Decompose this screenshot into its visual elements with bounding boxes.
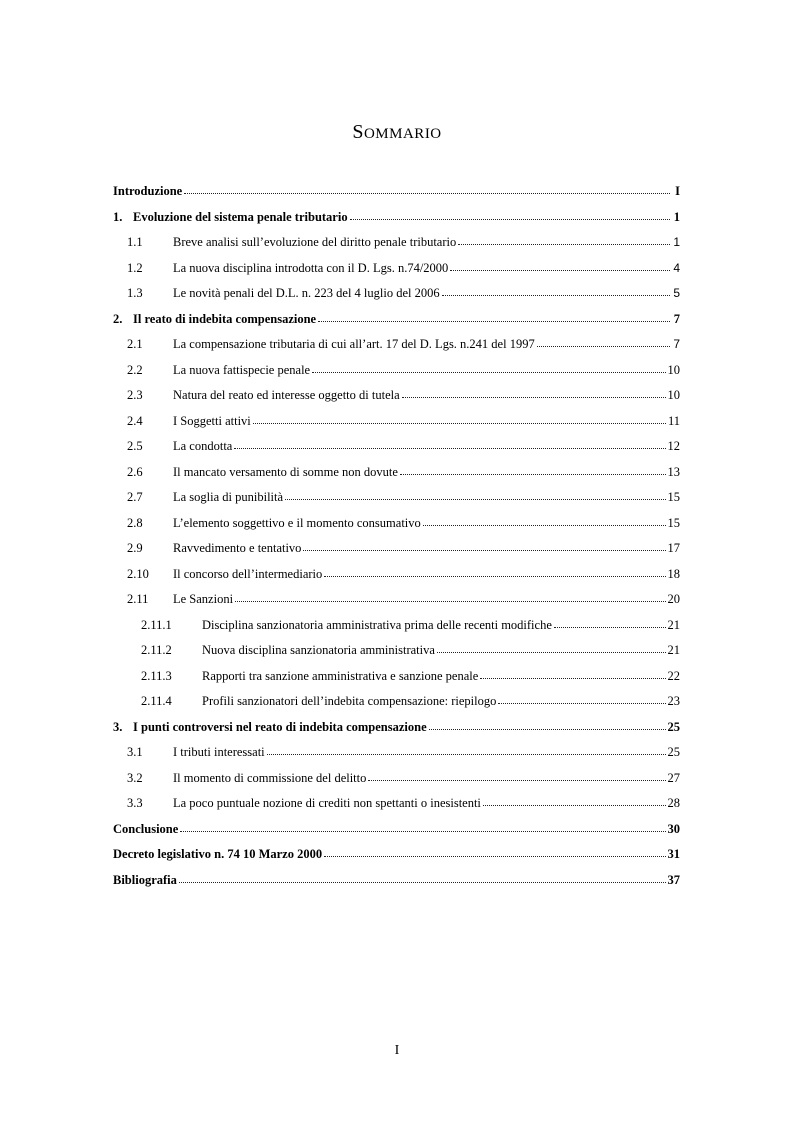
toc-entry-page: 11 — [667, 413, 680, 428]
dot-leader — [184, 181, 670, 194]
toc-entry-title: Ravvedimento e tentativo — [173, 541, 302, 555]
toc-entry-title: La poco puntuale nozione di crediti non spettanti o inesistenti — [173, 796, 481, 810]
toc-entry-page: 5 — [673, 286, 680, 300]
toc-entry-title: Breve analisi sull’evoluzione del diritto penale tributario — [173, 235, 457, 249]
toc-entry-title: I punti controversi nel reato di indebita compensazione — [133, 719, 427, 734]
toc-entry[interactable] — [113, 564, 680, 590]
toc-entry[interactable] — [113, 487, 680, 513]
toc-entry[interactable] — [113, 258, 680, 284]
dot-leader — [303, 538, 665, 551]
toc-entry-page: 12 — [667, 439, 680, 453]
dot-leader — [234, 436, 665, 449]
toc-entry[interactable] — [113, 844, 680, 870]
toc-entry-title: La compensazione tributaria di cui all’art. 17 del D. Lgs. n.241 del 1997 — [173, 337, 535, 351]
dot-leader — [267, 742, 666, 755]
toc-entry-title: La soglia di punibilità — [173, 490, 284, 504]
toc-entry-number: 2.6 — [127, 464, 143, 479]
dot-leader — [235, 589, 665, 602]
toc-entry-number: 1. — [113, 209, 123, 224]
toc-entry-page: 20 — [667, 592, 680, 606]
toc-entry-number: 2.3 — [127, 388, 143, 402]
toc-entry-number: 2.1 — [127, 337, 143, 351]
dot-leader — [450, 258, 670, 271]
toc-entry-number: 2. — [113, 311, 123, 326]
toc-entry-page: 13 — [667, 464, 680, 479]
toc-entry-title: La nuova disciplina introdotta con il D. Lgs. n.74/2000 — [173, 260, 449, 275]
dot-leader — [554, 615, 666, 628]
page-number: I — [394, 1043, 400, 1058]
toc-entry[interactable] — [113, 334, 680, 360]
dot-leader — [498, 691, 665, 704]
toc-entry-page: 7 — [673, 337, 680, 351]
dot-leader — [324, 844, 665, 857]
title-initial: S — [352, 121, 364, 143]
toc-entry[interactable] — [113, 232, 680, 258]
toc-entry-title: Bibliografia — [113, 872, 177, 887]
dot-leader — [318, 309, 670, 322]
toc-entry-title: Nuova disciplina sanzionatoria amministrativa — [202, 643, 435, 657]
toc-entry-page: 1 — [673, 209, 680, 224]
toc-entry-page: 10 — [667, 362, 680, 377]
toc-entry-number: 2.10 — [127, 566, 149, 581]
toc-entry-number: 1.1 — [127, 235, 143, 249]
toc-entry-number: 2.7 — [127, 490, 143, 504]
page-title — [0, 121, 794, 144]
toc-entry[interactable] — [113, 666, 680, 692]
toc-entry[interactable] — [113, 283, 680, 309]
toc-entry[interactable] — [113, 819, 680, 845]
toc-entry[interactable] — [113, 309, 680, 335]
toc-entry-title: La condotta — [173, 439, 233, 453]
toc-entry-number: 2.4 — [127, 413, 143, 428]
toc-entry-number: 1.2 — [127, 260, 143, 275]
toc-entry[interactable] — [113, 181, 680, 207]
dot-leader — [285, 487, 665, 500]
dot-leader — [179, 870, 666, 883]
toc-entry-page: 1 — [673, 235, 680, 249]
dot-leader — [253, 411, 666, 424]
toc-entry-number: 3.2 — [127, 770, 143, 785]
dot-leader — [537, 334, 670, 347]
toc-entry[interactable] — [113, 640, 680, 666]
toc-entry-title: Introduzione — [113, 184, 183, 198]
toc-entry[interactable] — [113, 513, 680, 539]
toc-entry-title: Natura del reato ed interesse oggetto di tutela — [173, 388, 400, 402]
toc-entry-page: 18 — [667, 566, 680, 581]
toc-entry-title: Decreto legislativo n. 74 10 Marzo 2000 — [113, 847, 323, 861]
toc-entry[interactable] — [113, 411, 680, 437]
toc-entry-page: 10 — [667, 388, 680, 402]
toc-entry-page: 25 — [667, 745, 680, 759]
toc-entry-page: 31 — [667, 847, 680, 861]
dot-leader — [368, 768, 665, 781]
toc-entry-page: 22 — [667, 668, 680, 683]
dot-leader — [458, 232, 670, 245]
toc-entry-title: Rapporti tra sanzione amministrativa e sanzione penale — [202, 668, 479, 683]
table-of-contents — [113, 181, 680, 895]
dot-leader — [180, 819, 665, 832]
dot-leader — [480, 666, 665, 679]
dot-leader — [324, 564, 665, 577]
dot-leader — [483, 793, 666, 806]
toc-entry-title: Evoluzione del sistema penale tributario — [133, 209, 348, 224]
toc-entry-number: 2.8 — [127, 515, 143, 530]
toc-entry-page: 25 — [667, 719, 680, 734]
title-rest: OMMARIO — [363, 126, 442, 142]
toc-entry[interactable] — [113, 538, 680, 564]
toc-entry-title: La nuova fattispecie penale — [173, 362, 311, 377]
toc-entry-number: 2.11.4 — [141, 694, 172, 708]
dot-leader — [442, 283, 670, 296]
toc-entry[interactable] — [113, 717, 680, 743]
toc-entry-title: Conclusione — [113, 821, 179, 836]
toc-entry-number: 2.2 — [127, 362, 143, 377]
toc-entry[interactable] — [113, 691, 680, 717]
toc-entry-number: 3.1 — [127, 745, 143, 759]
toc-entry-title: L’elemento soggettivo e il momento consumativo — [173, 515, 421, 530]
toc-entry-title: Il concorso dell’intermediario — [173, 566, 323, 581]
toc-entry-page: 21 — [667, 617, 680, 632]
toc-entry-number: 2.9 — [127, 541, 143, 555]
toc-entry-number: 3. — [113, 719, 123, 734]
dot-leader — [400, 462, 666, 475]
toc-entry-page: 17 — [667, 541, 680, 555]
toc-entry[interactable] — [113, 462, 680, 488]
toc-entry[interactable] — [113, 589, 680, 615]
toc-entry-page: I — [675, 184, 680, 198]
toc-entry-number: 1.3 — [127, 286, 143, 300]
toc-entry[interactable] — [113, 385, 680, 411]
dot-leader — [437, 640, 666, 653]
toc-entry-page: 15 — [667, 515, 680, 530]
dot-leader — [312, 360, 665, 373]
toc-entry-page: 30 — [667, 821, 680, 836]
toc-entry-title: Il mancato versamento di somme non dovute — [173, 464, 398, 479]
toc-entry-page: 37 — [667, 872, 680, 887]
toc-entry-title: Le Sanzioni — [173, 592, 234, 606]
toc-entry-number: 2.5 — [127, 439, 143, 453]
toc-entry[interactable] — [113, 870, 680, 896]
toc-entry-page: 15 — [667, 490, 680, 504]
toc-entry[interactable] — [113, 793, 680, 819]
toc-entry-title: Le novità penali del D.L. n. 223 del 4 luglio del 2006 — [173, 286, 440, 300]
toc-entry-title: Il reato di indebita compensazione — [133, 311, 317, 326]
toc-entry[interactable] — [113, 360, 680, 386]
toc-entry-title: Profili sanzionatori dell’indebita compensazione: riepilogo — [202, 694, 497, 708]
toc-entry-number: 2.11.3 — [141, 668, 172, 683]
dot-leader — [429, 717, 666, 730]
toc-entry-page: 21 — [667, 643, 680, 657]
toc-entry-page: 28 — [667, 796, 680, 810]
toc-entry-number: 2.11 — [127, 592, 149, 606]
toc-entry[interactable] — [113, 207, 680, 233]
dot-leader — [402, 385, 666, 398]
toc-entry-title: I Soggetti attivi — [173, 413, 251, 428]
toc-entry[interactable] — [113, 742, 680, 768]
toc-entry-title: Il momento di commissione del delitto — [173, 770, 367, 785]
toc-entry[interactable] — [113, 436, 680, 462]
dot-leader — [423, 513, 666, 526]
toc-entry-page: 7 — [673, 311, 680, 326]
dot-leader — [350, 207, 670, 220]
toc-entry-page: 27 — [667, 770, 680, 785]
toc-entry-number: 2.11.1 — [141, 617, 172, 632]
toc-entry-page: 23 — [667, 694, 680, 708]
toc-entry-number: 2.11.2 — [141, 643, 172, 657]
toc-entry-number: 3.3 — [127, 796, 143, 810]
toc-entry[interactable] — [113, 615, 680, 641]
toc-entry-page: 4 — [673, 260, 680, 275]
toc-entry-title: Disciplina sanzionatoria amministrativa prima delle recenti modifiche — [202, 617, 552, 632]
toc-entry[interactable] — [113, 768, 680, 794]
toc-entry-title: I tributi interessati — [173, 745, 265, 759]
